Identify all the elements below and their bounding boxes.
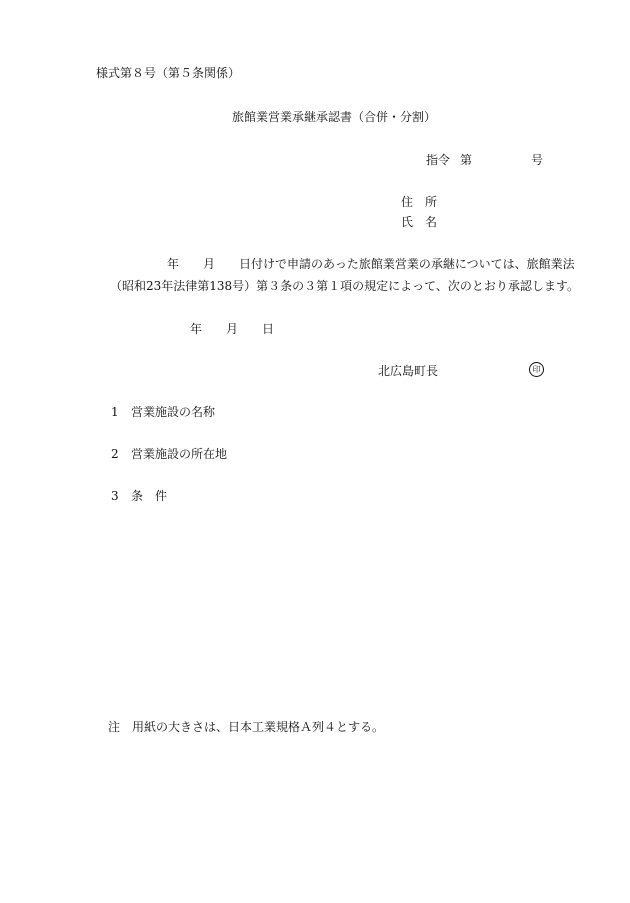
body-text-line-1: 年 月 日付けで申請のあった旅館業営業の承継については、旅館業法: [167, 257, 575, 271]
body-text-line-2: （昭和23年法律第138号）第３条の３第１項の規定によって、次のとおり承認します。: [110, 279, 579, 293]
item-number: 3: [111, 489, 119, 503]
form-number: 様式第８号（第５条関係）: [96, 66, 241, 80]
reference-dai: 第: [460, 153, 473, 167]
issuer-title: 北広島町長: [378, 364, 439, 378]
item-number: 2: [111, 447, 119, 461]
reference-label: 指令: [426, 153, 451, 167]
footnote: 注 用紙の大きさは、日本工業規格Ａ列４とする。: [108, 720, 385, 734]
document-title: 旅館業営業承継承認書（合併・分割）: [232, 110, 437, 124]
date-line: 年 月 日: [190, 322, 275, 336]
list-item-conditions: [111, 489, 167, 503]
address-label: 住 所: [401, 195, 438, 209]
item-number: 1: [111, 405, 119, 419]
list-item-facility-location: [111, 447, 227, 461]
item-text: 営業施設の所在地: [131, 447, 228, 461]
reference-go: 号: [531, 153, 544, 167]
item-text: 条 件: [131, 489, 168, 503]
list-item-facility-name: [111, 405, 215, 419]
name-label: 氏 名: [401, 215, 438, 229]
seal-mark: 印: [529, 362, 544, 377]
item-text: 営業施設の名称: [131, 405, 216, 419]
